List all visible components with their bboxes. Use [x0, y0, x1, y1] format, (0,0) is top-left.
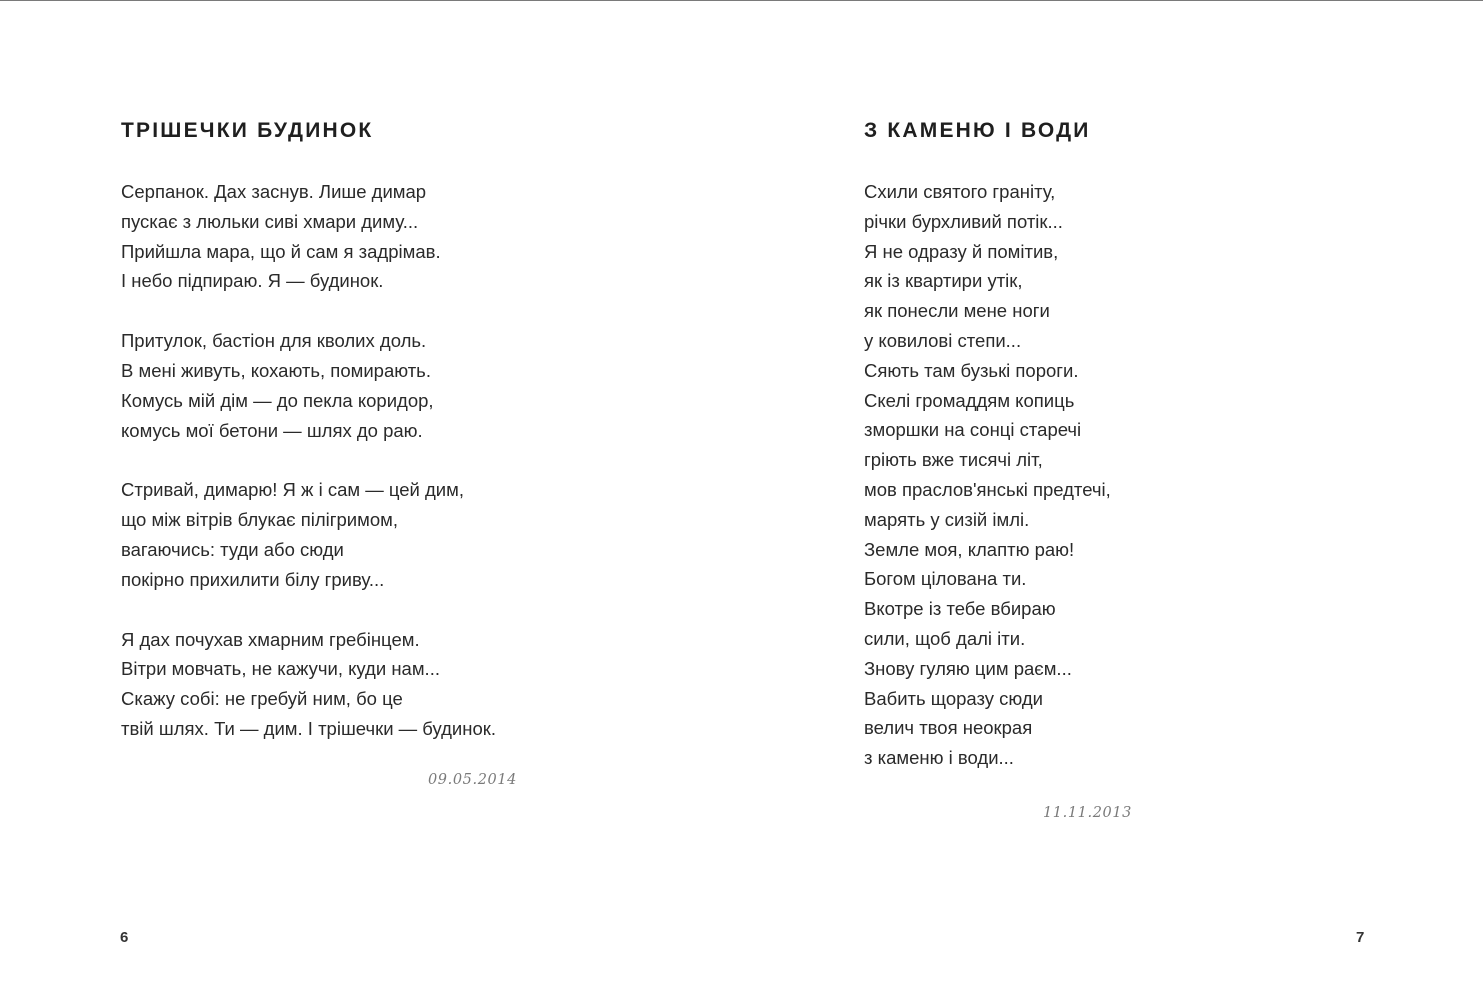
poem-line: як із квартири утік, [864, 270, 1023, 292]
page-number: 6 [120, 929, 129, 946]
poem-date: 09.05.2014 [427, 771, 517, 788]
poem-line: велич твоя неокрая [864, 717, 1033, 739]
poem-line: Скелі громаддям копиць [864, 389, 1075, 411]
poem-line: Знову гуляю цим раєм... [864, 657, 1072, 679]
page-number: 7 [1356, 929, 1365, 946]
poem [864, 116, 1134, 823]
poem-line: І небо підпираю. Я — будинок. [121, 270, 384, 292]
poem-line: Вабить щоразу сюди [864, 687, 1043, 709]
poem-line: зморшки на сонці старечі [864, 419, 1082, 441]
poem-title: ТРІШЕЧКИ БУДИНОК [121, 119, 374, 142]
poem-line: як понесли мене ноги [864, 300, 1050, 322]
poem-line: Стривай, димарю! Я ж і сам — цей дим, [121, 479, 464, 501]
poem-line: Серпанок. Дах заснув. Лише димар [121, 181, 427, 202]
poem-line: Комусь мій дім — до пекла коридор, [121, 389, 434, 411]
poem-line: пускає з люльки сиві хмари диму... [121, 210, 419, 232]
poem-title: З КАМЕНЮ І ВОДИ [864, 119, 1091, 142]
poem-line: В мені живуть, кохають, помирають. [121, 359, 431, 381]
poem-line: Я не одразу й помітив, [864, 240, 1059, 262]
stanza [121, 625, 521, 744]
poem-line: Вкотре із тебе вбираю [864, 598, 1056, 620]
poem-line: Притулок, бастіон для кволих доль. [121, 330, 427, 352]
poem-line: твій шлях. Ти — дим. І трішечки — будинок. [121, 717, 497, 739]
stanza [121, 475, 521, 594]
poem-line: Я дах почухав хмарним гребінцем. [121, 628, 420, 650]
poem-line: вагаючись: туди або сюди [121, 538, 344, 560]
poem-line: Скажу собі: не гребуй ним, бо це [121, 688, 403, 710]
poem-date: 11.11.2013 [1042, 804, 1132, 821]
poem-line: Схили святого граніту, [864, 181, 1056, 202]
poem-line: марять у сизій імлі. [864, 508, 1030, 530]
right-page [741, 0, 1483, 1004]
stanza [121, 326, 521, 445]
poem-line: у ковилові степи... [864, 329, 1022, 351]
poem-line: гріють вже тисячі літ, [864, 449, 1043, 471]
left-page [0, 0, 741, 1004]
poem-line: Вітри мовчать, не кажучи, куди нам... [121, 658, 440, 680]
poem-line: що між вітрів блукає пілігримом, [121, 509, 399, 531]
poem-line: з каменю і води... [864, 747, 1014, 769]
poem-line: Прийшла мара, що й сам я задрімав. [121, 240, 441, 262]
poem-line: комусь мої бетони — шлях до раю. [121, 419, 423, 441]
poem-line: сили, щоб далі іти. [864, 627, 1026, 649]
poem-line: Богом цілована ти. [864, 568, 1027, 590]
poem-line: Земле моя, клаптю раю! [864, 538, 1075, 560]
stanza [121, 177, 521, 296]
poem-line: мов праслов'янські предтечі, [864, 478, 1111, 500]
poem-line: річки бурхливий потік... [864, 210, 1063, 232]
poem-line: Сяють там бузькі пороги. [864, 359, 1079, 381]
stanza [864, 177, 1134, 773]
poem [121, 116, 521, 790]
poem-line: покірно прихилити білу гриву... [121, 568, 385, 590]
